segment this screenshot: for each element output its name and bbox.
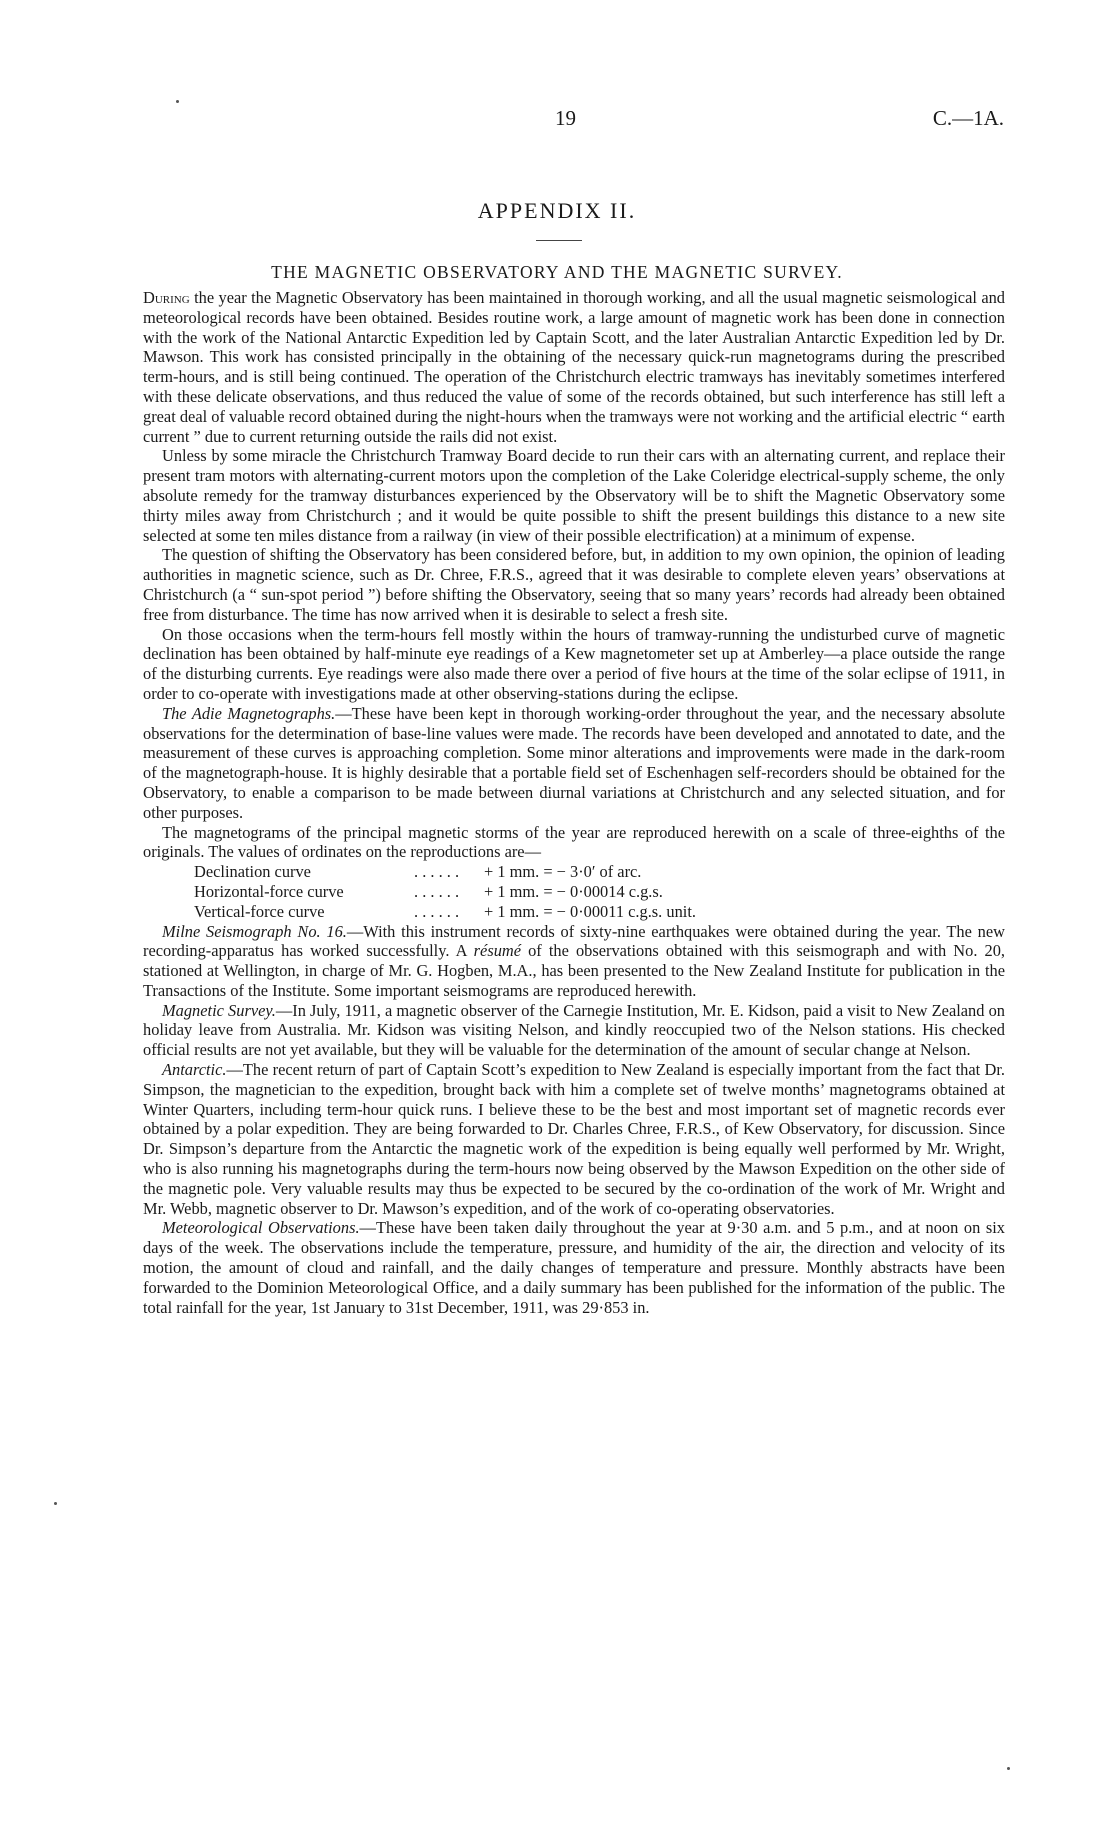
paragraph-lead: The Adie Magnetographs. xyxy=(162,703,336,723)
paragraph-shifting: The question of shifting the Observatory has been considered before, but, in addition to my own opinion, the opinion of leading authorities in magnetic science, such as Dr. Chree, F.R.S., agreed that it was desirable to complete eleven years’ observations at Christchurch (a “ sun-spot period ”) before shifting the Observatory, seeing that so many years’ records had already been obtained free from disturbance. The time has now arrived when it is desirable to select a fresh site. xyxy=(143,545,1005,624)
paragraph-term-hours: On those occasions when the term-hours fell mostly within the hours of tramway-running the undisturbed curve of magnetic declination has been obtained by half-minute eye readings of a Kew magnetometer set up at Amberley—a place outside the range of the disturbing currents. Eye readings were also made there over a period of five hours at the time of the solar eclipse of 1911, in order to co-operate with investigations made at other observing-stations during the eclipse. xyxy=(143,624,1005,703)
ordinate-value: + 1 mm. = − 0·00011 c.g.s. unit. xyxy=(484,901,696,921)
paragraph-lead: Meteorological Observations. xyxy=(162,1218,360,1238)
paragraph-seismograph xyxy=(143,922,1005,1001)
body-text xyxy=(143,288,1005,1317)
speck-mark xyxy=(176,100,179,103)
paragraph-text: the year the Magnetic Observatory has been maintained in thorough working, and all the usual magnetic seismological and meteorological records have been obtained. Besides routine work, a large amount of magnetic work has been done in connection with the work of the National Antarctic Expedition led by Captain Scott, and the later Australian Antarctic Expedition led by Dr. Mawson. This work has consisted principally in the obtaining of the necessary quick-run magnetograms during the prescribed term-hours, and is still being continued. The operation of the Christchurch electric tramways has inevitably sometimes interfered with these delicate observations, and thus reduced the value of some of the records obtained, but such interference has still left a great deal of valuable record obtained during the night-hours when the tramways were not working and the artificial electric “ earth current ” due to current returning outside the rails did not exist. xyxy=(143,288,1005,446)
paragraph-lead: Magnetic Survey. xyxy=(162,1000,276,1020)
page-header xyxy=(0,106,1114,136)
table-row xyxy=(194,902,754,922)
speck-mark xyxy=(1007,1767,1010,1770)
appendix-title: APPENDIX II. xyxy=(477,198,637,223)
paragraph-magnetographs xyxy=(143,704,1005,823)
table-row xyxy=(194,882,754,902)
page-number: 19 xyxy=(555,106,576,130)
paragraph-magnetograms: The magnetograms of the principal magnetic storms of the year are reproduced herewith on a scale of three-eighths of the originals. The values of ordinates on the reproductions are— xyxy=(143,822,1005,862)
paragraph-text: —In July, 1911, a magnetic observer of the Carnegie Institution, Mr. E. Kidson, paid a visit to New Zealand on holiday leave from Australia. Mr. Kidson was visiting Nelson, and kindly reoccupied two of the Nelson stations. His checked official results are not yet available, but they will be valuable for the determination of the amount of secular change at Nelson. xyxy=(143,1000,1005,1060)
resume-term: résumé xyxy=(473,941,522,961)
paragraph-tramway: Unless by some miracle the Christchurch Tramway Board decide to run their cars with an alternating current, and replace their present tram motors with alternating-current motors upon the completion of the Lake Coleridge electrical-supply scheme, the only absolute remedy for the tramway disturbances experienced by the Observatory will be to shift the Magnetic Observatory some thirty miles away from Christchurch ; and it would be quite possible to shift the present buildings this distance to a new site selected at some ten miles distance from a railway (in view of their possible electrification) at a minimum of expense. xyxy=(143,446,1005,545)
paragraph-observatory xyxy=(143,288,1005,446)
paragraph-text: —These have been taken daily throughout the year at 9·30 a.m. and 5 p.m., and at noon on six days of the week. The observations include the temperature, pressure, and humidity of the air, the direction and velocity of its motion, the amount of cloud and rainfall, and the daily changes of temperature and pressure. Monthly abstracts have been forwarded to the Dominion Meteorological Office, and a daily summary has been published for the information of the public. The total rainfall for the year, 1st January to 31st December, 1911, was 29·853 in. xyxy=(143,1218,1005,1317)
leader-dots: . . . . . . xyxy=(414,862,460,882)
curve-name: Vertical-force curve xyxy=(194,901,325,921)
curve-name: Declination curve xyxy=(194,862,311,882)
ordinate-value: + 1 mm. = − 3·0′ of arc. xyxy=(484,862,642,882)
paragraph-text: of the observations obtained with this seismograph and with No. 20, stationed at Wellington, in charge of Mr. G. Hogben, M.A., has been presented to the New Zealand Institute for publication in the Transactions of the Institute. Some important seismograms are reproduced herewith. xyxy=(143,941,1005,1000)
leader-dots: . . . . . . xyxy=(414,901,460,921)
paragraph-text: —These have been kept in thorough working-order throughout the year, and the necessary absolute observations for the determination of base-line values were made. The records have been developed and annotated to date, and the measurement of these curves is approaching completion. Some minor alterations and improvements were made in the dark-room of the magnetograph-house. It is highly desirable that a portable field set of Eschenhagen self-recorders should be obtained for the Observatory, to enable a comparison to be made between diurnal variations at Christchurch and any selected situation, and for other purposes. xyxy=(143,703,1005,822)
title-rule xyxy=(536,240,582,241)
ordinate-value: + 1 mm. = − 0·00014 c.g.s. xyxy=(484,881,663,901)
document-reference: C.—1A. xyxy=(932,106,1004,130)
ordinates-table xyxy=(194,862,754,921)
paragraph-antarctic xyxy=(143,1060,1005,1218)
speck-mark xyxy=(54,1502,57,1505)
paragraph-lead: During xyxy=(143,288,190,307)
paragraph-text: —The recent return of part of Captain Scott’s expedition to New Zealand is especially important from the fact that Dr. Simpson, the magnetician to the expedition, brought back with him a complete set of twelve months’ magnetograms obtained at Winter Quarters, including term-hour quick runs. I believe these to be the best and most important set of magnetic records ever obtained by a polar expedition. They are being forwarded to Dr. Charles Chree, F.R.S., of Kew Observatory, for discussion. Since Dr. Simpson’s departure from the Antarctic the magnetic work of the expedition is being equally well performed by Mr. Wright, who is also running his magnetographs during the term-hours now being observed by the Mawson Expedition on the other side of the magnetic pole. Very valuable results may thus be expected to be secured by the co-ordination of the work of Mr. Wright and Mr. Webb, magnetic observer to Dr. Mawson’s expedition, and of the work of co-operating observatories. xyxy=(143,1060,1005,1218)
paragraph-text: —With this instrument records of sixty-nine earthquakes were obtained during the year. The new recording-apparatus has worked successfully. A xyxy=(143,921,1005,961)
section-title: THE MAGNETIC OBSERVATORY AND THE MAGNETIC SURVEY. xyxy=(271,262,843,282)
paragraph-survey xyxy=(143,1001,1005,1060)
table-row xyxy=(194,862,754,882)
leader-dots: . . . . . . xyxy=(414,881,460,901)
curve-name: Horizontal-force curve xyxy=(194,881,344,901)
paragraph-meteorological xyxy=(143,1218,1005,1317)
paragraph-lead: Antarctic. xyxy=(162,1060,227,1080)
paragraph-lead: Milne Seismograph No. 16. xyxy=(162,921,347,941)
